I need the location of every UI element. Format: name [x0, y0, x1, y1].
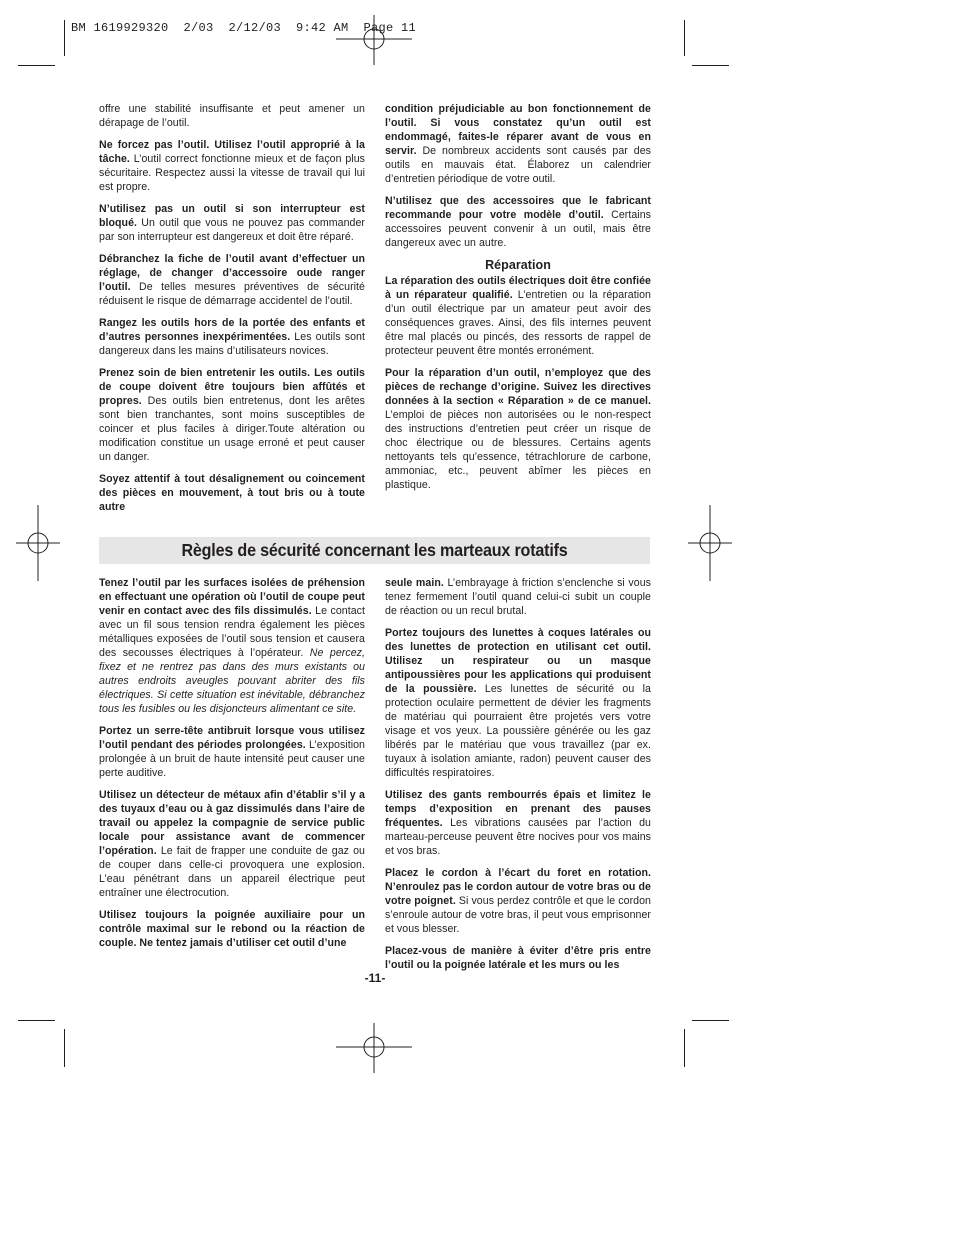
text-run: Les vibrations causées par l’action du marteau-perceuse peuvent être nocives pour vos mains et vos bras.: [385, 817, 651, 857]
bold-run: Pour la réparation d’un outil, n’employez que des pièces de rechange d’origine. Suivez les directives données à la section « Réparation » de ce manuel.: [385, 367, 651, 407]
bold-run: Portez toujours des lunettes à coques latérales ou des lunettes de protection en utilisant cet outil. Utilisez un respirateur ou un masque antipoussières pour les applications qui produisent de la poussière.: [385, 627, 651, 695]
subheading-text: Réparation: [485, 258, 551, 272]
registration-mark-right-icon: [688, 505, 732, 581]
top-right-column: [385, 102, 651, 492]
paragraph: [99, 366, 365, 464]
bold-run: Débranchez la fiche de l’outil avant d’effectuer un réglage, de changer d’accessoire oude ranger l’outil.: [99, 253, 365, 293]
bold-run: Ne forcez pas l’outil. Utilisez l’outil approprié à la tâche.: [99, 139, 365, 165]
bold-run: Rangez les outils hors de la portée des enfants et d’autres personnes inexpérimentées.: [99, 317, 365, 343]
paragraph: [99, 724, 365, 780]
text-run: L’embrayage à friction s’enclenche si vous tenez fermement l’outil quand celui-ci subit un couple de réaction ou un recul brutal.: [385, 577, 651, 617]
crop-mark: [18, 1020, 55, 1021]
bold-run: seule main.: [385, 577, 444, 589]
bottom-right-column: [385, 576, 651, 972]
bold-run: Soyez attentif à tout désalignement ou coincement des pièces en mouvement, à tout bris ou à toute autre: [99, 473, 365, 513]
bold-run: La réparation des outils électriques doit être confiée à un réparateur qualifié.: [385, 275, 651, 301]
bold-run: Tenez l’outil par les surfaces isolées de préhension en effectuant une opération où l’outil de coupe peut venir en contact avec des fils dissimulés.: [99, 577, 365, 617]
text-run: Un outil que vous ne pouvez pas commander par son interrupteur est dangereux et doit être réparé.: [99, 217, 365, 243]
paragraph: [99, 788, 365, 900]
top-left-column: [99, 102, 365, 514]
bold-run: Portez un serre-tête antibruit lorsque vous utilisez l’outil pendant des périodes prolongées.: [99, 725, 365, 751]
paragraph: [385, 194, 651, 250]
paragraph: [99, 576, 365, 716]
paragraph: [99, 252, 365, 308]
paragraph: [99, 102, 365, 130]
crop-mark: [64, 1029, 65, 1067]
bold-run: Placez-vous de manière à éviter d’être pris entre l’outil ou la poignée latérale et les murs ou les: [385, 945, 651, 971]
registration-mark-left-icon: [16, 505, 60, 581]
bottom-left-column: [99, 576, 365, 950]
bold-run: Prenez soin de bien entretenir les outils. Les outils de coupe doivent être toujours bien affûtés et propres.: [99, 367, 365, 407]
crop-mark: [684, 1029, 685, 1067]
paragraph: [385, 866, 651, 936]
text-run: Les outils sont dangereux dans les mains d’utilisateurs novices.: [99, 331, 365, 357]
text-run: L’emploi de pièces non autorisées ou le non-respect des instructions d’entretien peut créer un risque de choc électrique ou de blessures. Certains agents nettoyants tels qu’essence, tétrachlorure de carbone, ammoniac, etc., peuvent abîmer les pièces en plastique.: [385, 409, 651, 491]
text-run: Des outils bien entretenus, dont les arêtes sont bien tranchantes, sont moins susceptibles de coincer et plus faciles à diriger.Toute altération ou modification constitue un usage erroné et peut causer un danger.: [99, 395, 365, 463]
text-run: L’outil correct fonctionne mieux et de façon plus sécuritaire. Respectez aussi la vitesse de travail qui lui est propre.: [99, 153, 365, 193]
page-number: -11-: [364, 971, 386, 985]
bold-run: Utilisez des gants rembourrés épais et limitez le temps d’exposition en prenant des pauses fréquentes.: [385, 789, 651, 829]
paragraph: [385, 576, 651, 618]
text-run: Le fait de frapper une conduite de gaz ou de couper dans celle-ci provoquera une explosion. L’eau pénétrant dans un appareil électrique peut entraîner une électrocution.: [99, 845, 365, 899]
crop-mark: [64, 20, 65, 56]
paragraph: [385, 102, 651, 186]
paragraph: [99, 472, 365, 514]
text-run: De telles mesures préventives de sécurité réduisent le risque de démarrage accidentel de l’outil.: [99, 281, 365, 307]
text-run: Certains accessoires peuvent convenir à un outil, mais être dangereux avec un autre.: [385, 209, 651, 249]
crop-mark: [684, 20, 685, 56]
text-run: L’exposition prolongée à un bruit de haute intensité peut causer une perte auditive.: [99, 739, 365, 779]
text-run: Les lunettes de sécurité ou la protection oculaire permettent de dévier les fragments de matériau qui pourraient être projetés vers votre visage et vos yeux. La poussière générée ou les gaz libérés par le matériau que vous travaillez (par ex. tuyaux à isolation amiante, radon) peuvent causer des difficultés respiratoires.: [385, 683, 651, 779]
text-run: Si vous perdez contrôle et que le cordon s’enroule autour de votre bras, il peut vous emprisonner et vous blesser.: [385, 895, 651, 935]
paragraph: [99, 202, 365, 244]
paragraph: [99, 138, 365, 194]
text-run: L’entretien ou la réparation d’un outil électrique par un amateur peut avoir des conséquences graves. Ainsi, des fils internes peuvent être mal placés ou pincés, des ressorts de rappel de protecteur peuvent être montés erronément.: [385, 289, 651, 357]
bold-run: N’utilisez pas un outil si son interrupteur est bloqué.: [99, 203, 365, 229]
section-subheading: [385, 258, 651, 272]
text-run: offre une stabilité insuffisante et peut amener un dérapage de l’outil.: [99, 103, 365, 129]
paragraph: [385, 944, 651, 972]
printer-slug: BM 1619929320 2/03 2/12/03 9:42 AM Page 11: [71, 21, 417, 35]
bold-run: Utilisez toujours la poignée auxiliaire pour un contrôle maximal sur le rebond ou la réaction de couple. Ne tentez jamais d’utiliser cet outil d’une: [99, 909, 365, 949]
crop-mark: [18, 65, 55, 66]
paragraph: [99, 316, 365, 358]
registration-mark-bottom-icon: [336, 1023, 412, 1073]
bold-run: condition préjudiciable au bon fonctionnement de l’outil. Si vous constatez qu’un outil est endommagé, faites-le réparer avant de vous en servir.: [385, 103, 651, 157]
section-banner: [99, 537, 650, 564]
crop-mark: [692, 65, 729, 66]
bold-run: Utilisez un détecteur de métaux afin d’établir s’il y a des tuyaux d’eau ou à gaz dissimulés dans l’aire de travail ou appelez la compagnie de service public locale pour assistance avant de commencer l’opération.: [99, 789, 365, 857]
bold-run: N’utilisez que des accessoires que le fabricant recommande pour votre modèle d’outil.: [385, 195, 651, 221]
registration-mark-top-icon: [336, 15, 412, 65]
paragraph: [385, 788, 651, 858]
crop-mark: [692, 1020, 729, 1021]
paragraph: [385, 366, 651, 492]
paragraph: [385, 274, 651, 358]
text-run: Le contact avec un fil sous tension rendra également les pièces métalliques exposées de l’outil sous tension et causera des secousses électriques à l’opérateur.: [99, 605, 365, 659]
bold-run: Placez le cordon à l’écart du foret en rotation. N’enroulez pas le cordon autour de votre bras ou de votre poignet.: [385, 867, 651, 907]
italic-run: Ne percez, fixez et ne rentrez pas dans des murs existants ou autres endroits aveugles pouvant abriter des fils électriques. Si cette situation est inévitable, débranchez tous les fusibles ou les disjoncteurs alimentant ce site.: [99, 647, 365, 715]
paragraph: [99, 908, 365, 950]
section-title: Règles de sécurité concernant les marteaux rotatifs: [181, 540, 568, 560]
text-run: De nombreux accidents sont causés par des outils en mauvais état. Élaborez un calendrier d’entretien périodique de votre outil.: [385, 145, 651, 185]
paragraph: [385, 626, 651, 780]
